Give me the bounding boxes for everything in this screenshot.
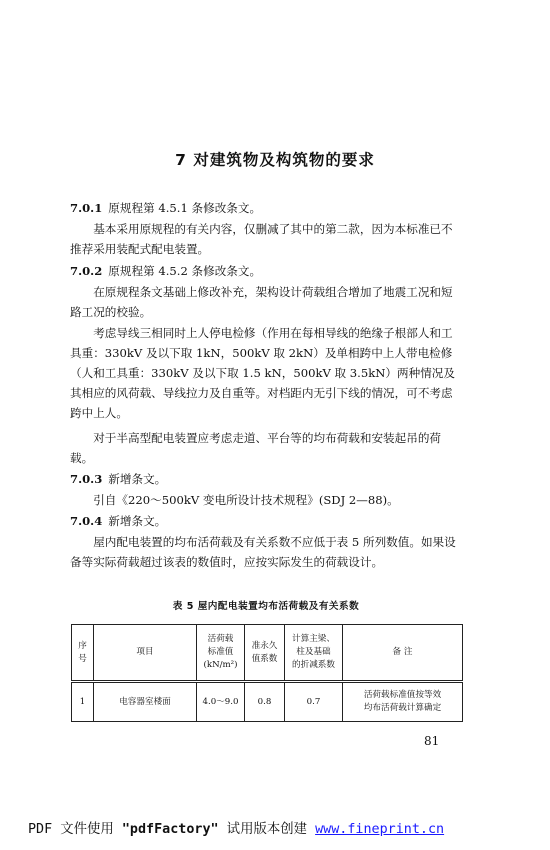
- header-load: 活荷载 标准值 (kN/m²): [197, 625, 245, 682]
- cell-quasi: 0.8: [245, 682, 285, 722]
- header-reduction: 计算主梁、 柱及基础 的折减系数: [285, 625, 343, 682]
- page-title: 7 对建筑物及构筑物的要求: [175, 151, 375, 169]
- paragraph: 屋内配电装置的均布活荷载及有关系数不应低于表 5 所列数值。如果设备等实际荷载超过该表的数值时，应按实际发生的荷载设计。: [70, 535, 456, 569]
- clause-number: 7.0.2: [70, 264, 103, 278]
- clause-7-0-1: [70, 198, 462, 218]
- cell-remark: 活荷载标准值按等效 均布活荷载计算确定: [343, 682, 463, 722]
- clause-text: 原规程第 4.5.1 条修改条文。: [108, 201, 262, 215]
- clause-number: 7.0.3: [70, 472, 103, 486]
- paragraph: 在原规程条文基础上修改补充，架构设计荷载组合增加了地震工况和短路工况的校验。: [70, 285, 453, 319]
- clause-7-0-4: [70, 511, 462, 531]
- cell-no: 1: [72, 682, 94, 722]
- clause-number: 7.0.4: [70, 514, 103, 528]
- cell-load: 4.0～9.0: [197, 682, 245, 722]
- clause-text: 新增条文。: [108, 472, 167, 486]
- page-number: 81: [424, 734, 440, 748]
- footer-suffix: 试用版本创建: [218, 822, 316, 837]
- footer-prefix: PDF 文件使用: [28, 822, 122, 837]
- paragraph: 考虑导线三相同时上人停电检修（作用在每相导线的绝缘子根部人和工具重：330kV 及以下取 1kN，500kV 取 2kN）及单相跨中上人带电检修（人和工具重：330kV 及以下取 1.5 kN，500kV 取 3.5kN）两种情况及其相应的风荷载、导线拉力及自重等。对档距内无引下线的情况，可不考虑跨中上人。: [70, 326, 455, 420]
- paragraph: 对于半高型配电装置应考虑走道、平台等的均布荷载和安装起吊的荷载。: [70, 431, 442, 465]
- table-row: [72, 682, 463, 722]
- header-remark: 备 注: [343, 625, 463, 682]
- header-quasi-permanent: 准永久 值系数: [245, 625, 285, 682]
- header-item: 项目: [94, 625, 197, 682]
- header-no: 序 号: [72, 625, 94, 682]
- footer-link[interactable]: www.fineprint.cn: [315, 822, 445, 837]
- clause-7-0-2: [70, 261, 462, 281]
- cell-item: 电容器室楼面: [94, 682, 197, 722]
- paragraph: 引自《220～500kV 变电所设计技术规程》(SDJ 2—88)。: [93, 493, 399, 507]
- pdf-footer: [28, 818, 444, 837]
- table-caption: 表 5 屋内配电装置均布活荷载及有关系数: [172, 601, 360, 612]
- table-header-row: [72, 625, 463, 682]
- clause-text: 原规程第 4.5.2 条修改条文。: [108, 264, 262, 278]
- clause-number: 7.0.1: [70, 201, 103, 215]
- footer-product: "pdfFactory": [121, 822, 219, 837]
- load-table: [71, 624, 463, 722]
- cell-reduction: 0.7: [285, 682, 343, 722]
- clause-text: 新增条文。: [108, 514, 167, 528]
- paragraph: 基本采用原规程的有关内容，仅删减了其中的第二款，因为本标准已不推荐采用装配式配电装置。: [70, 222, 453, 256]
- clause-7-0-3: [70, 469, 462, 489]
